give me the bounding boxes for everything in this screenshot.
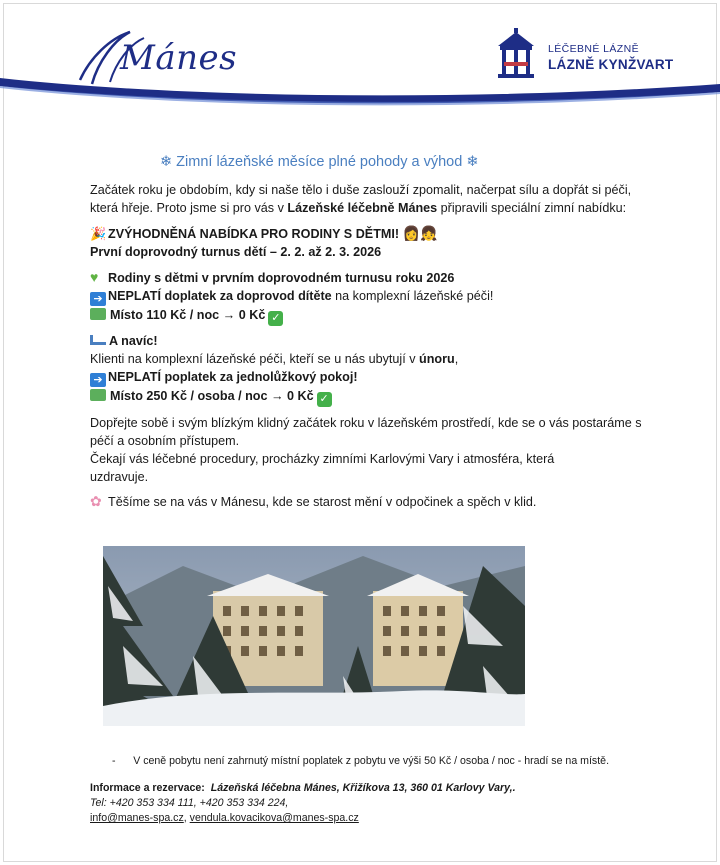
- extra-line1-bold: únoru: [419, 352, 455, 367]
- closing-paragraph-2: Čekají vás léčebné procedury, procházky zimními Karlovými Vary i atmosféra, která uzdravuje.: [90, 452, 555, 485]
- offer-headline: ZVÝHODNĚNÁ NABÍDKA PRO RODINY S DĚTMI!: [108, 227, 400, 241]
- intro-text-end: připravili speciální zimní nabídku:: [437, 201, 627, 216]
- email-link-info[interactable]: info@manes-spa.cz: [90, 812, 184, 824]
- extra-line1: Klienti na komplexní lázeňské péči, kteří se u nás ubytují v: [90, 352, 420, 367]
- offer-block: [90, 224, 650, 261]
- extra-price: Místo 250 Kč / osoba / noc → 0 Kč: [110, 389, 314, 404]
- check-icon: ✓: [317, 392, 332, 407]
- money-icon: [90, 308, 106, 320]
- manes-logo: Mánes: [120, 38, 238, 78]
- offer-dates: První doprovodný turnus dětí – 2. 2. až 2. 3. 2026: [90, 245, 382, 260]
- arrow-right-icon: ➔: [90, 292, 106, 306]
- green-heart-icon: ♥: [90, 269, 99, 285]
- contact-block: [90, 781, 516, 826]
- email-link-vendula[interactable]: vendula.kovacikova@manes-spa.cz: [189, 812, 359, 824]
- email-separator: ,: [183, 812, 190, 824]
- family-icon: 👩👧: [402, 225, 438, 241]
- closing-paragraph-3: [90, 492, 650, 511]
- contact-address: Lázeňská léčebna Mánes, Křižíkova 13, 360 01 Karlovy Vary,.: [210, 782, 516, 794]
- extra-title: A navíc!: [109, 334, 158, 348]
- families-price: Místo 110 Kč / noc → 0 Kč: [110, 308, 266, 323]
- winter-spa-photo: [103, 546, 525, 726]
- intro-text: Začátek roku je obdobím, kdy si naše tělo i duše zaslouží zpomalit, načerpat sílu a dopřát si péči, která hřeje. Proto jsme si pro vás v: [90, 183, 632, 216]
- families-line2-rest: na komplexní lázeňské péči!: [331, 289, 494, 304]
- kynzvart-logo-line2: LÁZNĚ KYNŽVART: [548, 57, 674, 72]
- party-popper-icon: 🎉: [90, 226, 107, 241]
- closing-text: Těšíme se na vás v Mánesu, kde se starost mění v odpočinek a spěch v klid.: [108, 495, 537, 509]
- bed-icon: [90, 335, 106, 345]
- check-icon: ✓: [268, 311, 283, 326]
- note-text: V ceně pobytu není zahrnutý místní poplatek z pobytu ve výši 50 Kč / osoba / noc - hradí se na místě.: [133, 755, 610, 767]
- families-line1: Rodiny s dětmi v prvním doprovodném turnusu roku 2026: [108, 271, 455, 285]
- subtitle: ❄ Zimní lázeňské měsíce plné pohody a výhod ❄: [160, 154, 479, 170]
- flower-icon: ✿: [90, 493, 102, 509]
- kynzvart-logo-line1: LÉČEBNÉ LÁZNĚ: [548, 43, 639, 55]
- extra-line2: NEPLATÍ poplatek za jednolůžkový pokoj!: [108, 370, 358, 385]
- extra-line1-end: ,: [454, 352, 459, 367]
- intro-bold: Lázeňské léčebně Mánes: [287, 201, 438, 216]
- closing-paragraph-1: Dopřejte sobě i svým blízkým klidný začátek roku v lázeňském prostředí, kde se o vás postaráme s péčí a osobním přístupem.: [90, 416, 642, 449]
- arrow-right-icon: ➔: [90, 373, 106, 387]
- contact-phones: Tel: +420 353 334 111, +420 353 334 224,: [90, 797, 289, 809]
- price-note: [112, 755, 609, 767]
- contact-label: Informace a rezervace:: [90, 782, 205, 794]
- intro-paragraph: [90, 181, 650, 217]
- money-icon: [90, 389, 106, 401]
- extra-block: [90, 332, 650, 407]
- letterhead: [0, 0, 720, 110]
- note-bullet: -: [112, 755, 116, 767]
- families-block: [90, 268, 650, 326]
- families-line2-bold: NEPLATÍ doplatek za doprovod dítěte: [108, 289, 332, 304]
